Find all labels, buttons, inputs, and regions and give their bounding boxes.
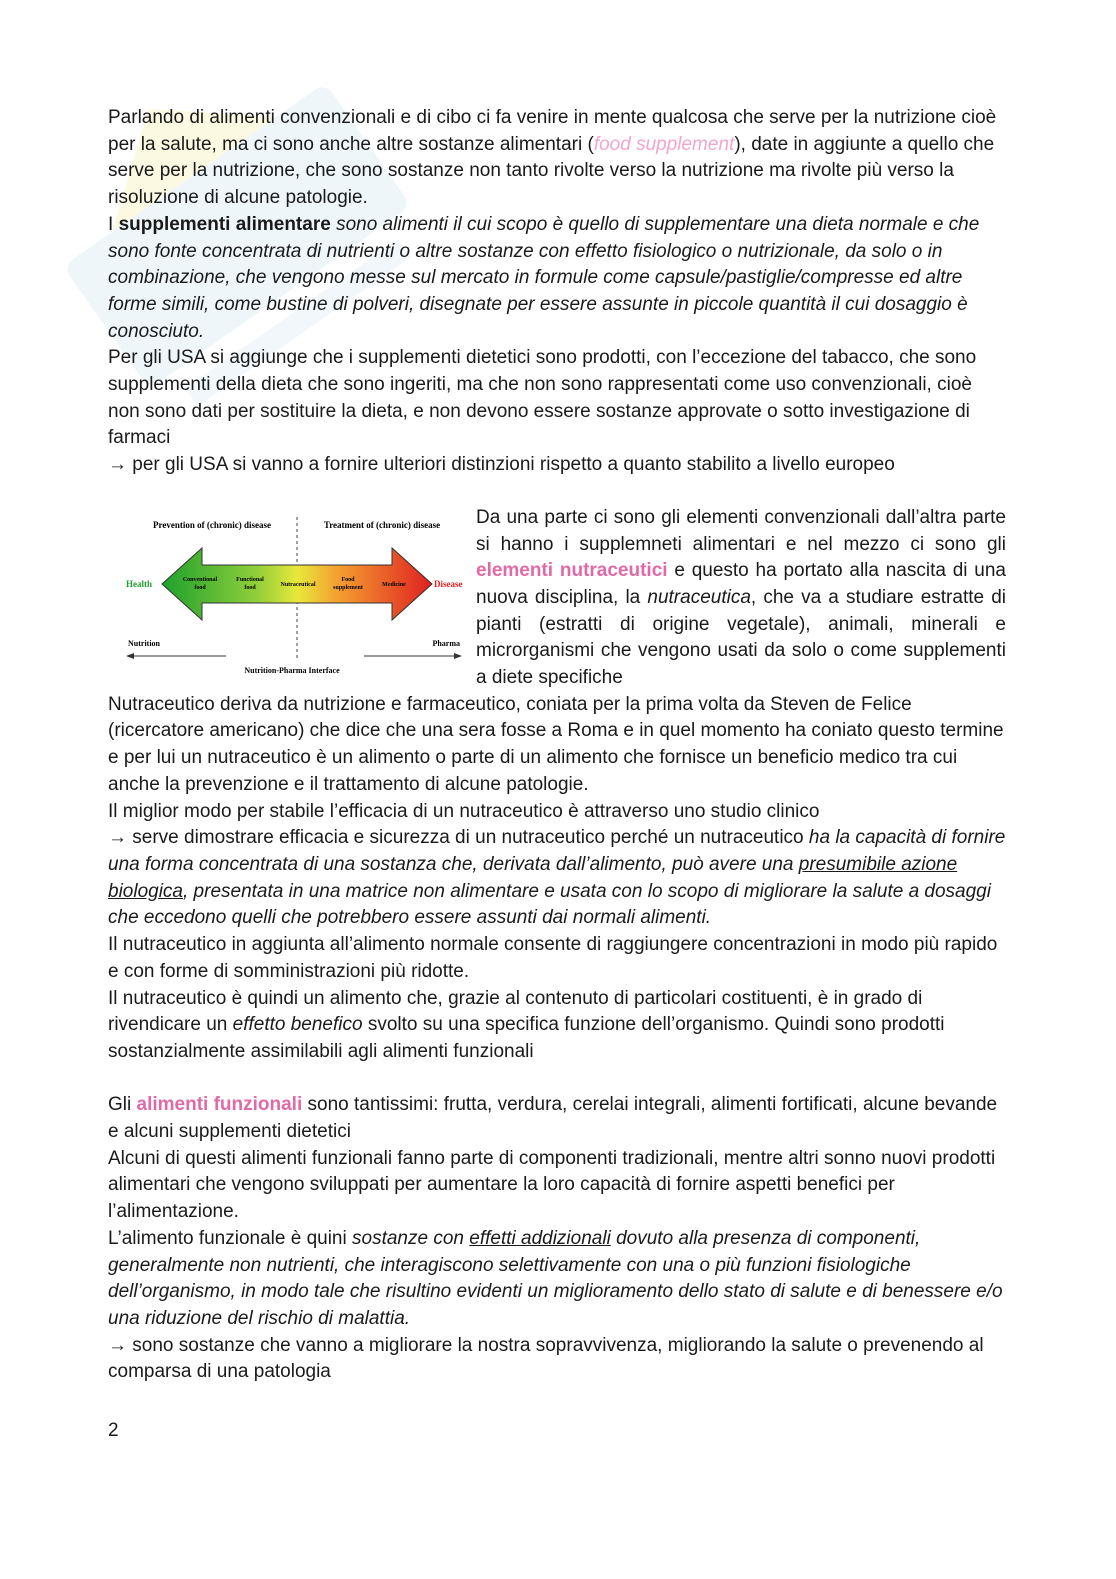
document-body [108, 105, 1006, 1386]
label-interface: Nutrition-Pharma Interface [244, 665, 340, 675]
paragraph-usa: Per gli USA si aggiunge che i supplementi dietetici sono prodotti, con l’eccezione del tabacco, che sono supplementi della dieta che sono ingeriti, ma che non sono rappresentati come uso convenzionali, cioè non sono dati per sostituire la dieta, e non devono essere sostanze approvate o sotto investigazione di farmaci [108, 347, 977, 449]
label-conventional: Conventional [182, 576, 218, 583]
paragraph-efficacia: → serve dimostrare efficacia e sicurezza di un nutraceutico perché un nutraceutico ha la capacità di fornire una forma concentrata di una sostanza che, derivata dall’alimento, può avere una presumibile azione biologica, presentata in una matrice non alimentare e usata con lo scopo di migliorare la salute a dosaggi che eccedono quelli che potrebbero essere assunti dai normali alimenti. [108, 827, 1006, 929]
paragraph-definizione: Nutraceutico deriva da nutrizione e farmaceutico, coniata per la prima volta da Steven de Felice (ricercatore americano) che dice che una sera fosse a Roma e in quel momento ha coniato questo termine e per lui un nutraceutico è un alimento o parte di un alimento che fornisce un beneficio medico tra cui anche la prevenzione e il trattamento di alcune patologie. [108, 693, 1004, 795]
paragraph-alimenti-funzionali: Gli alimenti funzionali sono tantissimi: frutta, verdura, cerelai integrali, alimenti fortificati, alcune bevande e alcuni supplementi dietetici [108, 1094, 998, 1142]
label-disease: Disease [434, 578, 463, 589]
paragraph-usa-arrow: → per gli USA si vanno a fornire ulteriori distinzioni rispetto a quanto stabilito a livello europeo [108, 454, 895, 476]
paragraph-studio-clinico: Il miglior modo per stabile l’efficacia di un nutraceutico è attraverso uno studio clinico [108, 800, 820, 822]
page-number: 2 [108, 1420, 119, 1441]
label-prevention: Prevention of (chronic) disease [153, 519, 271, 530]
label-conventional-food: food [194, 584, 206, 591]
paragraph-sopravvivenza: → sono sostanze che vanno a migliorare la nostra sopravvivenza, migliorando la salute o prevenendo al comparsa di una patologia [108, 1334, 984, 1383]
paragraph-intro: Parlando di alimenti convenzionali e di cibo ci fa venire in mente qualcosa che serve per la nutrizione cioè per la salute, ma ci sono anche altre sostanze alimentari (food supplement), date in aggiunte a quello che serve per la nutrizione, che sono sostanze non tanto rivolte verso la nutrizione ma rivolte più verso la risoluzione di alcune patologie. [108, 107, 997, 209]
paragraph-effetto-benefico: Il nutraceutico è quindi un alimento che, grazie al contenuto di particolari costituenti, è in grado di rivendicare un effetto benefico svolto su una specifica funzione dell’organismo. Quindi sono prodotti sostanzialmente assimilabili agli alimenti funzionali [108, 987, 945, 1062]
label-functional-food: food [244, 584, 256, 591]
label-nutraceutical: Nutraceutical [280, 581, 316, 588]
label-food: Food [341, 576, 355, 583]
nutrition-pharma-diagram [114, 505, 474, 685]
label-supplement: supplement [333, 584, 363, 591]
label-functional: Functional [236, 576, 264, 583]
label-medicine: Medicine [382, 581, 406, 588]
paragraph-componenti: Alcuni di questi alimenti funzionali fanno parte di componenti tradizionali, mentre altri sonno nuovi prodotti alimentari che vengono sviluppati per aumentare la loro capacità di fornire aspetti benefici per l’alimentazione. [108, 1147, 996, 1223]
label-health: Health [126, 578, 152, 589]
paragraph-effetti-addizionali: L’alimento funzionale è quini sostanze con effetti addizionali dovuto alla presenza di componenti, generalmente non nutrienti, che interagiscono selettivamente con una o più funzioni fisiologiche dell’organismo, in modo tale che risultino evidenti un miglioramento dello stato di salute e di benessere e/o una riduzione del rischio di malattia. [108, 1227, 1003, 1329]
food-supplement-link[interactable]: food supplement [593, 133, 735, 155]
label-nutrition: Nutrition [128, 638, 160, 648]
paragraph-supplementi: I supplementi alimentare sono alimenti il cui scopo è quello di supplementare una dieta normale e che sono fonte concentrata di nutrienti o altre sostanze con effetto fisiologico o nutrizionale, da solo o in combinazione, che vengono messe sul mercato in formule come capsule/pastiglie/compresse ed altre forme simili, come bustine di polveri, disegnate per essere assunte in piccole quantità il cui dosaggio è conosciuto. [108, 213, 980, 342]
figure-row [108, 505, 1006, 692]
label-treatment: Treatment of (chronic) disease [323, 519, 441, 530]
paragraph-nutraceutici: Da una parte ci sono gli elementi convenzionali dall’altra parte si hanno i supplemneti alimentari e nel mezzo ci sono gli elementi nutraceutici e questo ha portato alla nascita di una nuova disciplina, la nutraceutica, che va a studiare estratte di pianti (estratti di origine vegetale), animali, minerali e microrganismi che vengono usati da solo o come supplementi a diete specifiche [476, 506, 1006, 689]
paragraph-aggiunta: Il nutraceutico in aggiunta all’alimento normale consente di raggiungere concentrazioni in modo più rapido e con forme di somministrazioni più ridotte. [108, 934, 998, 982]
label-pharma: Pharma [432, 638, 460, 648]
